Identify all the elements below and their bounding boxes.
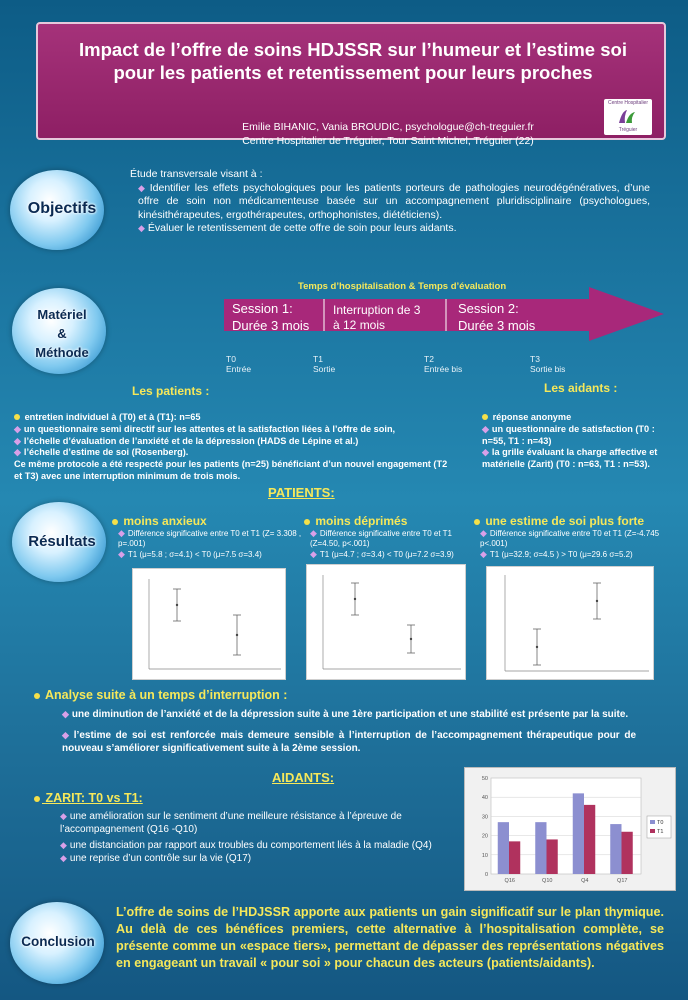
mark-sub: Entrée bis	[424, 364, 463, 374]
y-tick-label: 10	[481, 852, 488, 859]
result-card-stat-2-text: T1 (μ=32.9; σ=4.5 ) > T0 (μ=29.6 σ=5.2)	[489, 550, 633, 559]
mark-label: T3	[530, 354, 540, 364]
zarit-bar-chart-svg	[465, 768, 677, 892]
bar-t0-q16	[498, 822, 509, 874]
logo-top-text: Centre Hospitalier	[607, 100, 649, 106]
bullet-icon: ◆	[480, 528, 487, 538]
affiliation: Centre Hospitalier de Tréguier, Tour Saint Michel, Tréguier (22)	[242, 135, 534, 147]
zarit-list	[60, 810, 458, 865]
timeline-mark-t2	[424, 354, 462, 374]
aidants-method-item	[482, 412, 678, 424]
zarit-item	[60, 839, 458, 852]
bullet-icon: ◆	[62, 730, 71, 740]
methode-label-line-1: Matériel	[37, 307, 87, 322]
bullet-icon: ◆	[118, 528, 125, 538]
resultats-label: Résultats	[28, 533, 96, 550]
bar-t1-q16	[509, 841, 520, 874]
title-line-1: Impact de l’offre de soins HDJSSR sur l’humeur et l’estime soi	[79, 39, 627, 60]
x-tick-label: Q10	[542, 878, 553, 884]
objectifs-item-1-text: Identifier les effets psychologiques pour les patients porteurs de pathologies neurodégénératives, d’une offre de soin non médicamenteuse basée sur un accompagnement pluridisciplinaire (psychologues, kinésithérapeutes, ergothérapeutes, orthophonistes, diététiciens).	[138, 181, 650, 221]
patients-method-list	[14, 412, 454, 483]
bullet-icon: ◆	[60, 811, 67, 821]
errorbar-plot-self-esteem	[487, 567, 655, 681]
result-card-stat-2	[112, 549, 308, 560]
mark-sub: Sortie bis	[530, 364, 566, 374]
mark-label: T2	[424, 354, 434, 364]
mark-label: T0	[226, 354, 236, 364]
timeline-mark-t0	[226, 354, 251, 374]
patients-method-item	[14, 436, 454, 448]
interruption-duration: à 12 mois	[333, 318, 386, 332]
x-tick-label: Q16	[504, 878, 515, 884]
patients-method-text: entretien individuel à (T0) et à (T1): n=65	[24, 412, 201, 422]
result-card-stat-2-text: T1 (μ=5.8 ; σ=4.1) < T0 (μ=7.5 σ=3.4)	[127, 550, 262, 559]
errorbar-plot-anxiety	[133, 569, 287, 681]
poster-header	[36, 22, 666, 147]
timeline-session-1	[232, 300, 309, 334]
session-1-duration: Durée 3 mois	[232, 318, 310, 333]
result-card-title-text: une estime de soi plus forte	[485, 514, 645, 528]
result-card-title-text: moins anxieux	[123, 514, 207, 528]
objectifs-intro: Étude transversale visant à :	[130, 168, 263, 180]
interruption-heading-text: Analyse suite à un temps d’interruption :	[45, 688, 288, 702]
methode-label-line-2: &	[57, 326, 67, 341]
aidants-method-text: la grille évaluant la charge affective et matérielle (Zarit) (T0 : n=63, T1 : n=53).	[482, 447, 658, 470]
patients-method-text: un questionnaire semi directif sur les attentes et la satisfaction liées à l’offre de soin,	[23, 423, 396, 434]
logo-mark-icon	[616, 108, 638, 126]
aidants-method-list	[482, 412, 678, 471]
y-tick-label: 30	[481, 814, 488, 821]
bullet-icon: ◆	[138, 182, 147, 193]
aidants-method-text: un questionnaire de satisfaction (T0 : n=55, T1 : n=43)	[482, 423, 655, 446]
result-card-anxiety	[112, 514, 308, 560]
bullet-icon	[474, 519, 480, 525]
methode-label-line-3: Méthode	[35, 345, 89, 360]
patients-heading: Les patients :	[132, 384, 210, 398]
bullet-icon	[482, 414, 488, 420]
session-2-title: Session 2:	[458, 301, 519, 316]
methode-label	[16, 305, 108, 362]
mark-sub: Entrée	[226, 364, 252, 374]
objectifs-label: Objectifs	[27, 200, 97, 217]
result-card-stat-1-text: Différence significative entre T0 et T1 (Z=-4.745 p<.001)	[480, 529, 660, 548]
objectifs-item-2-text: Évaluer le retentissement de cette offre de soin pour leurs aidants.	[147, 222, 457, 234]
result-card-title	[474, 514, 680, 528]
zarit-item-text: une amélioration sur le sentiment d’une meilleure résistance à l’épreuve de l’accompagnement (Q16 -Q10)	[60, 811, 402, 835]
patients-method-note: Ce même protocole a été respecté pour les patients (n=25) bénéficiant d’un nouvel engagement (T2 et T3) avec une interruption minimum de trois mois.	[14, 459, 448, 481]
y-tick-label: 40	[481, 795, 488, 802]
bar-t0-q10	[535, 822, 546, 874]
title-line-2: pour les patients et retentissement pour leurs proches	[113, 62, 593, 83]
chart-depression	[306, 564, 466, 680]
bullet-icon: ◆	[482, 447, 489, 458]
patients-method-item	[14, 412, 454, 424]
result-card-stat-1	[112, 528, 308, 549]
interruption-item	[62, 729, 636, 755]
bullet-icon	[34, 796, 40, 802]
result-card-self-esteem	[474, 514, 680, 560]
bar-t0-q17	[610, 824, 621, 874]
bullet-icon: ◆	[310, 549, 317, 559]
bullet-icon	[34, 693, 40, 699]
bullet-icon: ◆	[310, 528, 317, 538]
errorbar-plot-depression	[307, 565, 467, 681]
result-card-depression	[304, 514, 476, 560]
timeline-mark-t1	[313, 354, 335, 374]
patients-method-text: l’échelle d’estime de soi (Rosenberg).	[23, 447, 189, 458]
result-card-stat-1	[304, 528, 476, 549]
y-tick-label: 50	[481, 776, 488, 782]
bar-t1-q10	[547, 839, 558, 874]
results-aidants-heading: AIDANTS:	[272, 770, 335, 785]
conclusion-label: Conclusion	[21, 934, 95, 949]
authors: Emilie BIHANIC, Vania BROUDIC, psychologue@ch-treguier.fr	[242, 121, 534, 133]
session-1-title: Session 1:	[232, 301, 293, 316]
interruption-item-text: l’estime de soi est renforcée mais demeure sensible à l’interruption de l’accompagnement thérapeutique pour de nouveau s’améliorer significativement suite à la 2ème session.	[62, 730, 636, 754]
zarit-item-text: une reprise d’un contrôle sur la vie (Q17)	[69, 853, 252, 864]
bar-t1-q4	[584, 805, 595, 874]
y-tick-label: 0	[484, 872, 488, 878]
aidants-method-item	[482, 447, 678, 471]
x-tick-label: Q4	[581, 878, 589, 884]
result-card-stat-2-text: T1 (μ=4.7 ; σ=3.4) < T0 (μ=7.2 σ=3.9)	[319, 550, 454, 559]
logo-bottom-text: Tréguier	[618, 127, 638, 133]
bullet-icon: ◆	[482, 423, 489, 434]
bullet-icon: ◆	[60, 853, 67, 863]
zarit-item	[60, 852, 458, 865]
interruption-heading	[34, 689, 287, 702]
interruption-item	[62, 708, 636, 721]
bullet-icon: ◆	[60, 840, 67, 850]
interruption-title: Interruption de 3	[333, 303, 421, 317]
patients-method-text: l’échelle d’évaluation de l’anxiété et de la dépression (HADS de Lépine et al.)	[23, 435, 359, 446]
bar-t1-q17	[622, 832, 633, 874]
results-patients-heading: PATIENTS:	[268, 485, 335, 500]
chart-self-esteem	[486, 566, 654, 680]
mark-sub: Sortie	[313, 364, 336, 374]
aidants-method-item	[482, 424, 678, 448]
interruption-list	[62, 708, 636, 755]
aidants-method-text: réponse anonyme	[492, 412, 572, 422]
zarit-heading	[34, 792, 143, 805]
mark-label: T1	[313, 354, 323, 364]
bullet-icon: ◆	[138, 223, 145, 233]
aidants-heading: Les aidants :	[544, 381, 618, 395]
patients-method-item	[14, 447, 454, 459]
result-card-stat-1-text: Différence significative entre T0 et T1 (Z=4.50, p<.001)	[310, 529, 452, 548]
result-card-stat-1	[474, 528, 680, 549]
bullet-icon: ◆	[14, 435, 21, 446]
bullet-icon: ◆	[480, 549, 487, 559]
result-card-stat-2	[474, 549, 680, 560]
result-card-title-text: moins déprimés	[315, 514, 408, 528]
conclusion-text: L’offre de soins de l’HDJSSR apporte aux patients un gain significatif sur le plan thymique. Au delà de ces bénéfices premiers, cette alternative à l’hospitalisation complète, se présente comme un «espace tiers», permettant de dépasser des représentations négatives en engageant un travail « pour soi » pour chacun des acteurs (patients/aidants).	[116, 905, 664, 970]
interruption-item-text: une diminution de l’anxiété et de la dépression suite à une 1ère participation et une stabilité est présente par la suite.	[71, 709, 629, 720]
x-tick-label: Q17	[617, 878, 628, 884]
result-card-title	[112, 514, 308, 528]
timeline-title: Temps d’hospitalisation & Temps d’évaluation	[298, 281, 507, 292]
legend-swatch	[650, 829, 655, 833]
timeline-interruption	[333, 303, 420, 333]
bullet-icon: ◆	[118, 549, 125, 559]
poster-title	[48, 38, 658, 84]
bullet-icon: ◆	[14, 447, 21, 458]
legend-label: T0	[657, 820, 664, 826]
legend-swatch	[650, 820, 655, 824]
timeline-mark-t3	[530, 354, 565, 374]
session-2-duration: Durée 3 mois	[458, 318, 536, 333]
timeline-session-2	[458, 300, 535, 334]
objectifs-item-1	[130, 182, 650, 223]
bullet-icon	[14, 414, 20, 420]
result-card-stat-2	[304, 549, 476, 560]
result-card-stat-1-text: Différence significative entre T0 et T1 (Z= 3.308 , p=.001)	[118, 529, 302, 548]
bullet-icon: ◆	[14, 423, 21, 434]
legend-label: T1	[657, 829, 664, 835]
bullet-icon	[304, 519, 310, 525]
patients-method-item	[14, 424, 454, 436]
objectifs-text	[130, 168, 650, 236]
objectifs-item-2	[130, 222, 650, 236]
zarit-heading-text: ZARIT: T0 vs T1:	[45, 791, 143, 805]
hospital-logo	[604, 99, 652, 135]
chart-anxiety	[132, 568, 286, 680]
y-tick-label: 20	[481, 833, 488, 840]
zarit-bar-chart	[464, 767, 676, 891]
zarit-item	[60, 810, 458, 836]
zarit-item-text: une distanciation par rapport aux troubles du comportement liés à la maladie (Q4)	[69, 840, 432, 851]
bullet-icon	[112, 519, 118, 525]
result-card-title	[304, 514, 476, 528]
bullet-icon: ◆	[62, 709, 69, 719]
bar-t0-q4	[573, 793, 584, 874]
